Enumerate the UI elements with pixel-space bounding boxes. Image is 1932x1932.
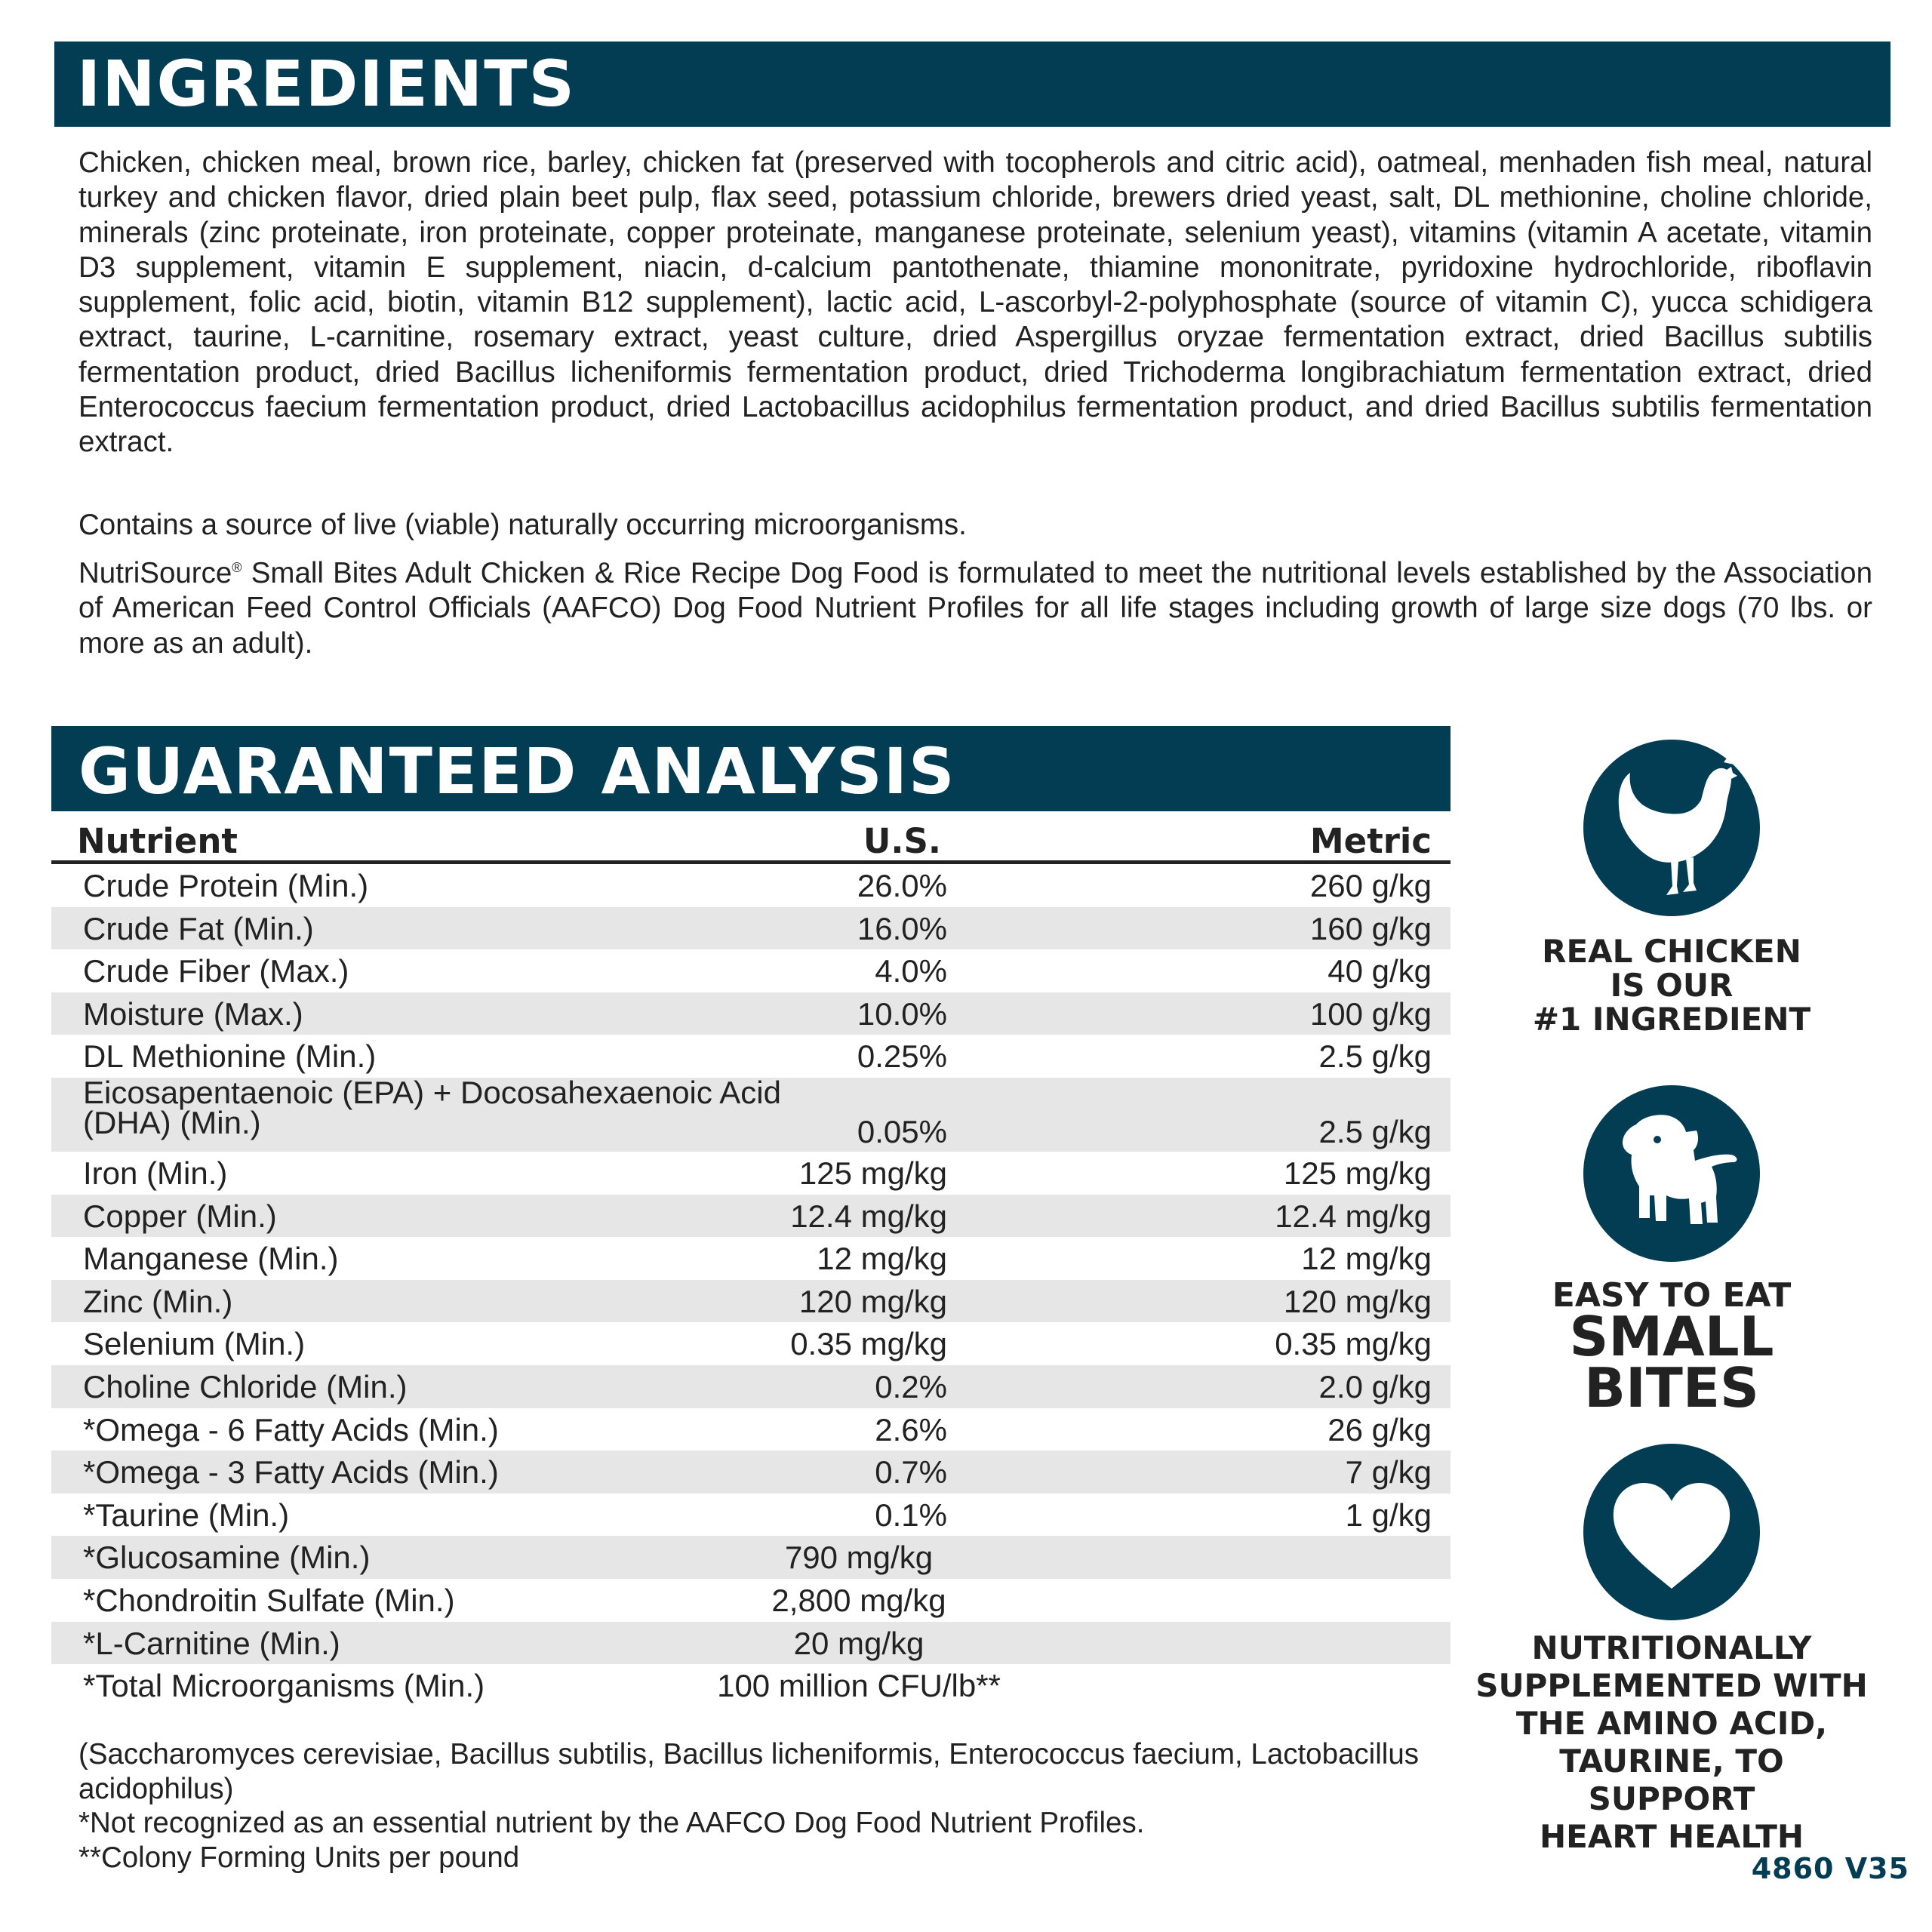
metric-value: 125 mg/kg bbox=[1283, 1155, 1432, 1191]
nutrient-value: 2,800 mg/kg bbox=[771, 1582, 946, 1618]
metric-value: 2.0 g/kg bbox=[1318, 1368, 1432, 1404]
nutrient-name: *Total Microorganisms (Min.) bbox=[83, 1668, 485, 1704]
nutrient-name: Choline Chloride (Min.) bbox=[83, 1368, 408, 1404]
us-value: 4.0% bbox=[875, 953, 947, 989]
column-header-metric: Metric bbox=[1309, 821, 1432, 861]
badge-line: SUPPLEMENTED WITH bbox=[1475, 1667, 1868, 1704]
nutrient-name: DL Methionine (Min.) bbox=[83, 1038, 377, 1075]
footnotes bbox=[78, 1737, 1437, 1875]
product-code: 4860 V35 bbox=[1751, 1852, 1909, 1885]
metric-value: 7 g/kg bbox=[1345, 1454, 1432, 1491]
metric-value: 2.5 g/kg bbox=[1318, 1038, 1432, 1075]
live-microorganisms-note: Contains a source of live (viable) naturally occurring microorganisms. bbox=[78, 509, 967, 541]
us-value: 0.05% bbox=[857, 1113, 947, 1149]
table-row bbox=[51, 1074, 1451, 1152]
nutrient-name: *Glucosamine (Min.) bbox=[83, 1540, 371, 1576]
us-value: 0.1% bbox=[875, 1497, 947, 1533]
us-value: 0.25% bbox=[857, 1038, 947, 1075]
us-value: 120 mg/kg bbox=[798, 1283, 947, 1319]
heart-health-badge bbox=[1472, 1629, 1872, 1856]
footnote-not-essential: *Not recognized as an essential nutrient by the AAFCO Dog Food Nutrient Profiles. bbox=[78, 1807, 1145, 1839]
nutrient-value: 100 million CFU/lb** bbox=[717, 1668, 1001, 1704]
metric-value: 1 g/kg bbox=[1345, 1497, 1432, 1533]
badge-line: THE AMINO ACID, bbox=[1515, 1705, 1828, 1742]
badge-line: SMALL bbox=[1569, 1305, 1774, 1368]
us-value: 0.7% bbox=[875, 1454, 947, 1491]
table-row bbox=[51, 1237, 1451, 1280]
nutrient-name: *Chondroitin Sulfate (Min.) bbox=[83, 1582, 455, 1618]
nutrient-name: Copper (Min.) bbox=[83, 1198, 277, 1234]
chicken-icon bbox=[1583, 740, 1760, 916]
badge-line: HEART HEALTH bbox=[1539, 1818, 1804, 1855]
us-value: 0.2% bbox=[875, 1368, 947, 1404]
table-row bbox=[51, 1195, 1451, 1238]
us-value: 10.0% bbox=[857, 995, 947, 1032]
nutrient-name: *Omega - 3 Fatty Acids (Min.) bbox=[83, 1454, 499, 1491]
badge-line: REAL CHICKEN bbox=[1542, 933, 1801, 970]
nutrient-name: Moisture (Max.) bbox=[83, 995, 303, 1032]
metric-value: 260 g/kg bbox=[1309, 868, 1432, 903]
guaranteed-analysis-table bbox=[51, 817, 1451, 1707]
nutrient-name: Crude Fiber (Max.) bbox=[83, 953, 349, 989]
puppy-icon bbox=[1583, 1085, 1760, 1262]
nutrient-name: Manganese (Min.) bbox=[83, 1241, 339, 1277]
us-value: 125 mg/kg bbox=[798, 1155, 947, 1191]
small-bites-label bbox=[1472, 1305, 1872, 1420]
guaranteed-analysis-heading: GUARANTEED ANALYSIS bbox=[51, 726, 1451, 811]
column-header-us: U.S. bbox=[863, 821, 941, 861]
metric-value: 12 mg/kg bbox=[1301, 1241, 1432, 1277]
column-header-nutrient: Nutrient bbox=[77, 821, 238, 861]
badge-line: #1 INGREDIENT bbox=[1532, 1001, 1811, 1038]
table-row bbox=[51, 992, 1451, 1035]
table-row bbox=[51, 1408, 1451, 1451]
metric-value: 0.35 mg/kg bbox=[1275, 1326, 1432, 1362]
metric-value: 40 g/kg bbox=[1327, 953, 1432, 989]
table-body bbox=[51, 864, 1451, 1707]
us-value: 16.0% bbox=[857, 910, 947, 946]
table-row bbox=[51, 1365, 1451, 1408]
nutrient-name: Zinc (Min.) bbox=[83, 1283, 233, 1319]
table-row bbox=[51, 1579, 1451, 1622]
table-row bbox=[51, 907, 1451, 950]
metric-value: 120 mg/kg bbox=[1283, 1283, 1432, 1319]
metric-value: 100 g/kg bbox=[1309, 995, 1432, 1032]
aafco-statement-text: Small Bites Adult Chicken & Rice Recipe Dog Food is formulated to meet the nutritional levels established by the Association of American Feed Control Officials (AAFCO) Dog Food Nutrient Profiles for all life stages including growth of large size dogs (70 lbs. or more as an adult). bbox=[78, 557, 1872, 660]
nutrient-name: Eicosapentaenoic (EPA) + Docosahexaenoic Acid (DHA) (Min.) bbox=[83, 1074, 781, 1140]
footnote-cfu: **Colony Forming Units per pound bbox=[78, 1841, 520, 1874]
table-row bbox=[51, 864, 1451, 907]
ingredients-list: Chicken, chicken meal, brown rice, barley, chicken fat (preserved with tocopherols and citric acid), oatmeal, menhaden fish meal, natural turkey and chicken flavor, dried plain beet pulp, flax seed, potassium chloride, brewers dried yeast, salt, DL methionine, choline chloride, minerals (zinc proteinate, iron proteinate, copper proteinate, manganese proteinate, selenium yeast), vitamins (vitamin A acetate, vitamin D3 supplement, vitamin E supplement, niacin, d-calcium pantothenate, thiamine mononitrate, pyridoxine hydrochloride, riboflavin supplement, folic acid, biotin, vitamin B12 supplement), lactic acid, L-ascorbyl-2-polyphosphate (source of vitamin C), yucca schidigera extract, taurine, L-carnitine, rosemary extract, yeast culture, dried Aspergillus oryzae fermentation extract, dried Bacillus subtilis fermentation product, dried Bacillus licheniformis fermentation product, dried Trichoderma longibrachiatum fermentation extract, dried Enterococcus faecium fermentation product, dried Lactobacillus acidophilus fermentation product, and dried Bacillus subtilis fermentation extract. bbox=[78, 146, 1872, 459]
nutrient-name: *Taurine (Min.) bbox=[83, 1497, 290, 1533]
us-value: 12 mg/kg bbox=[817, 1241, 947, 1277]
table-row bbox=[51, 949, 1451, 992]
footnote-microorganisms: (Saccharomyces cerevisiae, Bacillus subtilis, Bacillus licheniformis, Enterococcus faecium, Lactobacillus acidophilus) bbox=[78, 1738, 1419, 1805]
nutrient-name: *Omega - 6 Fatty Acids (Min.) bbox=[83, 1411, 499, 1447]
badge-line: IS OUR bbox=[1610, 967, 1734, 1004]
nutrient-value: 790 mg/kg bbox=[784, 1540, 934, 1576]
us-value: 26.0% bbox=[857, 868, 947, 903]
nutrient-name: Selenium (Min.) bbox=[83, 1326, 306, 1362]
us-value: 0.35 mg/kg bbox=[790, 1326, 947, 1362]
brand-name: NutriSource bbox=[78, 557, 232, 589]
easy-to-eat-label: EASY TO EAT bbox=[1552, 1276, 1792, 1315]
ingredients-heading: INGREDIENTS bbox=[54, 42, 1890, 127]
metric-value: 26 g/kg bbox=[1327, 1411, 1432, 1447]
nutrient-name: *L-Carnitine (Min.) bbox=[83, 1625, 340, 1661]
nutrient-value: 20 mg/kg bbox=[793, 1625, 924, 1661]
nutrient-name: Crude Protein (Min.) bbox=[83, 868, 369, 903]
table-row bbox=[51, 1280, 1451, 1323]
nutrient-name: Iron (Min.) bbox=[83, 1155, 228, 1191]
nutrient-name: Crude Fat (Min.) bbox=[83, 910, 314, 946]
table-row bbox=[51, 1536, 1451, 1579]
us-value: 2.6% bbox=[875, 1411, 947, 1447]
table-row bbox=[51, 1152, 1451, 1195]
aafco-statement bbox=[78, 556, 1872, 661]
table-row bbox=[51, 1494, 1451, 1537]
table-row bbox=[51, 1451, 1451, 1494]
badge-line: BITES bbox=[1584, 1356, 1759, 1420]
table-row bbox=[51, 1664, 1451, 1707]
badge-line: TAURINE, TO SUPPORT bbox=[1559, 1743, 1784, 1817]
badge-line: NUTRITIONALLY bbox=[1531, 1629, 1812, 1666]
metric-value: 12.4 mg/kg bbox=[1275, 1198, 1432, 1234]
table-header bbox=[51, 817, 1451, 864]
metric-value: 2.5 g/kg bbox=[1318, 1113, 1432, 1149]
heart-icon bbox=[1583, 1444, 1760, 1620]
table-row bbox=[51, 1035, 1451, 1078]
metric-value: 160 g/kg bbox=[1309, 910, 1432, 946]
table-row bbox=[51, 1322, 1451, 1365]
real-chicken-badge bbox=[1472, 934, 1872, 1036]
registered-mark: ® bbox=[232, 560, 242, 576]
table-row bbox=[51, 1622, 1451, 1665]
us-value: 12.4 mg/kg bbox=[790, 1198, 947, 1234]
